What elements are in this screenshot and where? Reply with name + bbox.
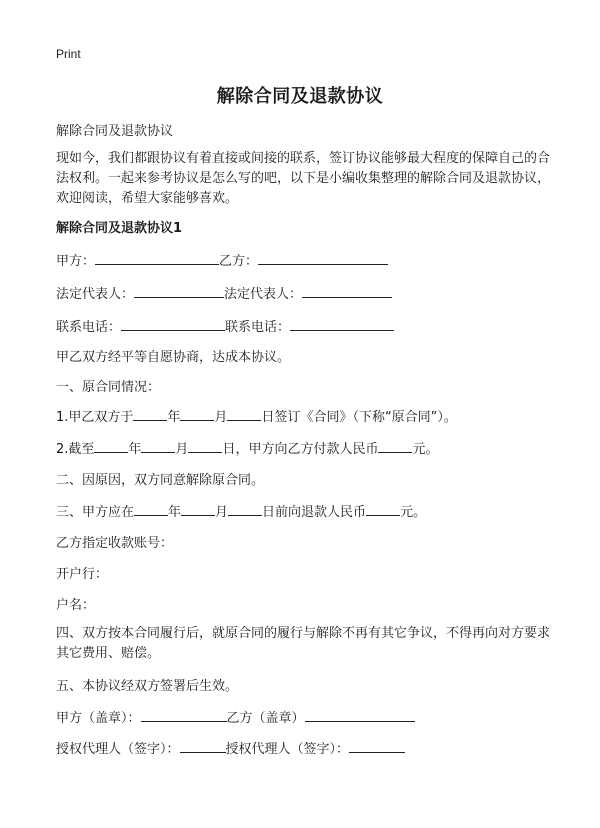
agent-a-field[interactable] [180, 739, 226, 753]
phone-line [56, 316, 394, 335]
agent-a-label: 授权代理人（签字）： [56, 742, 180, 757]
legal-rep-a-label: 法定代表人： [56, 287, 135, 302]
clause3-amount-field[interactable] [366, 502, 400, 516]
phone-b-label: 联系电话： [225, 320, 291, 335]
party-b-field[interactable] [258, 251, 388, 265]
clause1-heading: 一、原合同情况： [56, 380, 161, 395]
legal-rep-a-field[interactable] [134, 284, 224, 298]
legal-rep-line [56, 283, 392, 302]
clause5-text: 五、本协议经双方签署后生效。 [56, 679, 239, 694]
currency-unit: 元。 [400, 505, 427, 520]
clause3-year-field[interactable] [134, 502, 168, 516]
clause1-1-suffix: 日签订《合同》（下称“原合同”）。 [261, 410, 457, 425]
year-label: 年 [128, 442, 142, 457]
intro-paragraph: 现如今，我们都跟协议有着直接或间接的联系，签订协议能够最大程度的保障自己的合法权利。一起来参考协议是怎么写的吧，以下是小编收集整理的解除合同及退款协议，欢迎阅读，希望大家能够喜欢。 [56, 151, 551, 206]
clause3-prefix: 三、甲方应在 [56, 505, 135, 520]
print-link[interactable]: Print [56, 47, 81, 61]
clause1-2-day-field[interactable] [188, 439, 222, 453]
seal-line [56, 707, 415, 726]
clause3-line [56, 501, 426, 520]
document-subtitle: 解除合同及退款协议 [56, 124, 174, 139]
section-heading: 解除合同及退款协议1 [56, 221, 183, 236]
clause1-2-prefix: 2.截至 [56, 442, 95, 457]
seal-b-label: 乙方（盖章） [226, 711, 305, 726]
clause2-text: 二、因原因，双方同意解除原合同。 [56, 473, 265, 488]
clause1-1-month-field[interactable] [180, 407, 214, 421]
seal-a-label: 甲方（盖章）： [56, 711, 141, 726]
seal-b-field[interactable] [305, 708, 415, 722]
clause1-2-day-suffix: 日，甲方向乙方付款人民币 [222, 442, 379, 457]
legal-rep-b-field[interactable] [302, 284, 392, 298]
month-label: 月 [175, 442, 189, 457]
currency-unit: 元。 [412, 442, 439, 457]
clause4-text: 四、双方按本合同履行后，就原合同的履行与解除不再有其它争议，不得再向对方要求其它费用、赔偿。 [56, 626, 551, 661]
parties-line [56, 250, 388, 269]
bank-label: 开户行： [56, 567, 109, 582]
legal-rep-b-label: 法定代表人： [224, 287, 303, 302]
party-a-label: 甲方： [56, 254, 96, 269]
consensus-text: 甲乙双方经平等自愿协商，达成本协议。 [56, 350, 291, 365]
month-label: 月 [215, 505, 229, 520]
clause3-month-field[interactable] [181, 502, 215, 516]
year-label: 年 [168, 505, 182, 520]
clause1-1-day-field[interactable] [227, 407, 261, 421]
party-a-field[interactable] [95, 251, 219, 265]
clause1-2-amount-field[interactable] [378, 439, 412, 453]
phone-a-label: 联系电话： [56, 320, 122, 335]
year-label: 年 [167, 410, 181, 425]
month-label: 月 [214, 410, 228, 425]
clause1-item2 [56, 438, 438, 457]
clause1-item1 [56, 406, 457, 425]
party-b-label: 乙方： [219, 254, 259, 269]
agent-b-field[interactable] [349, 739, 405, 753]
account-label: 乙方指定收款账号： [56, 536, 174, 551]
clause1-1-year-field[interactable] [133, 407, 167, 421]
clause3-day-field[interactable] [228, 502, 262, 516]
document-title: 解除合同及退款协议 [216, 86, 384, 107]
account-name-label: 户名： [56, 598, 96, 613]
clause1-2-year-field[interactable] [94, 439, 128, 453]
clause1-1-prefix: 1.甲乙双方于 [56, 410, 134, 425]
clause3-day-suffix: 日前向退款人民币 [262, 505, 367, 520]
agent-b-label: 授权代理人（签字）： [225, 742, 350, 757]
phone-a-field[interactable] [121, 317, 225, 331]
seal-a-field[interactable] [141, 708, 227, 722]
phone-b-field[interactable] [290, 317, 394, 331]
clause1-2-month-field[interactable] [141, 439, 175, 453]
agent-line [56, 738, 405, 757]
